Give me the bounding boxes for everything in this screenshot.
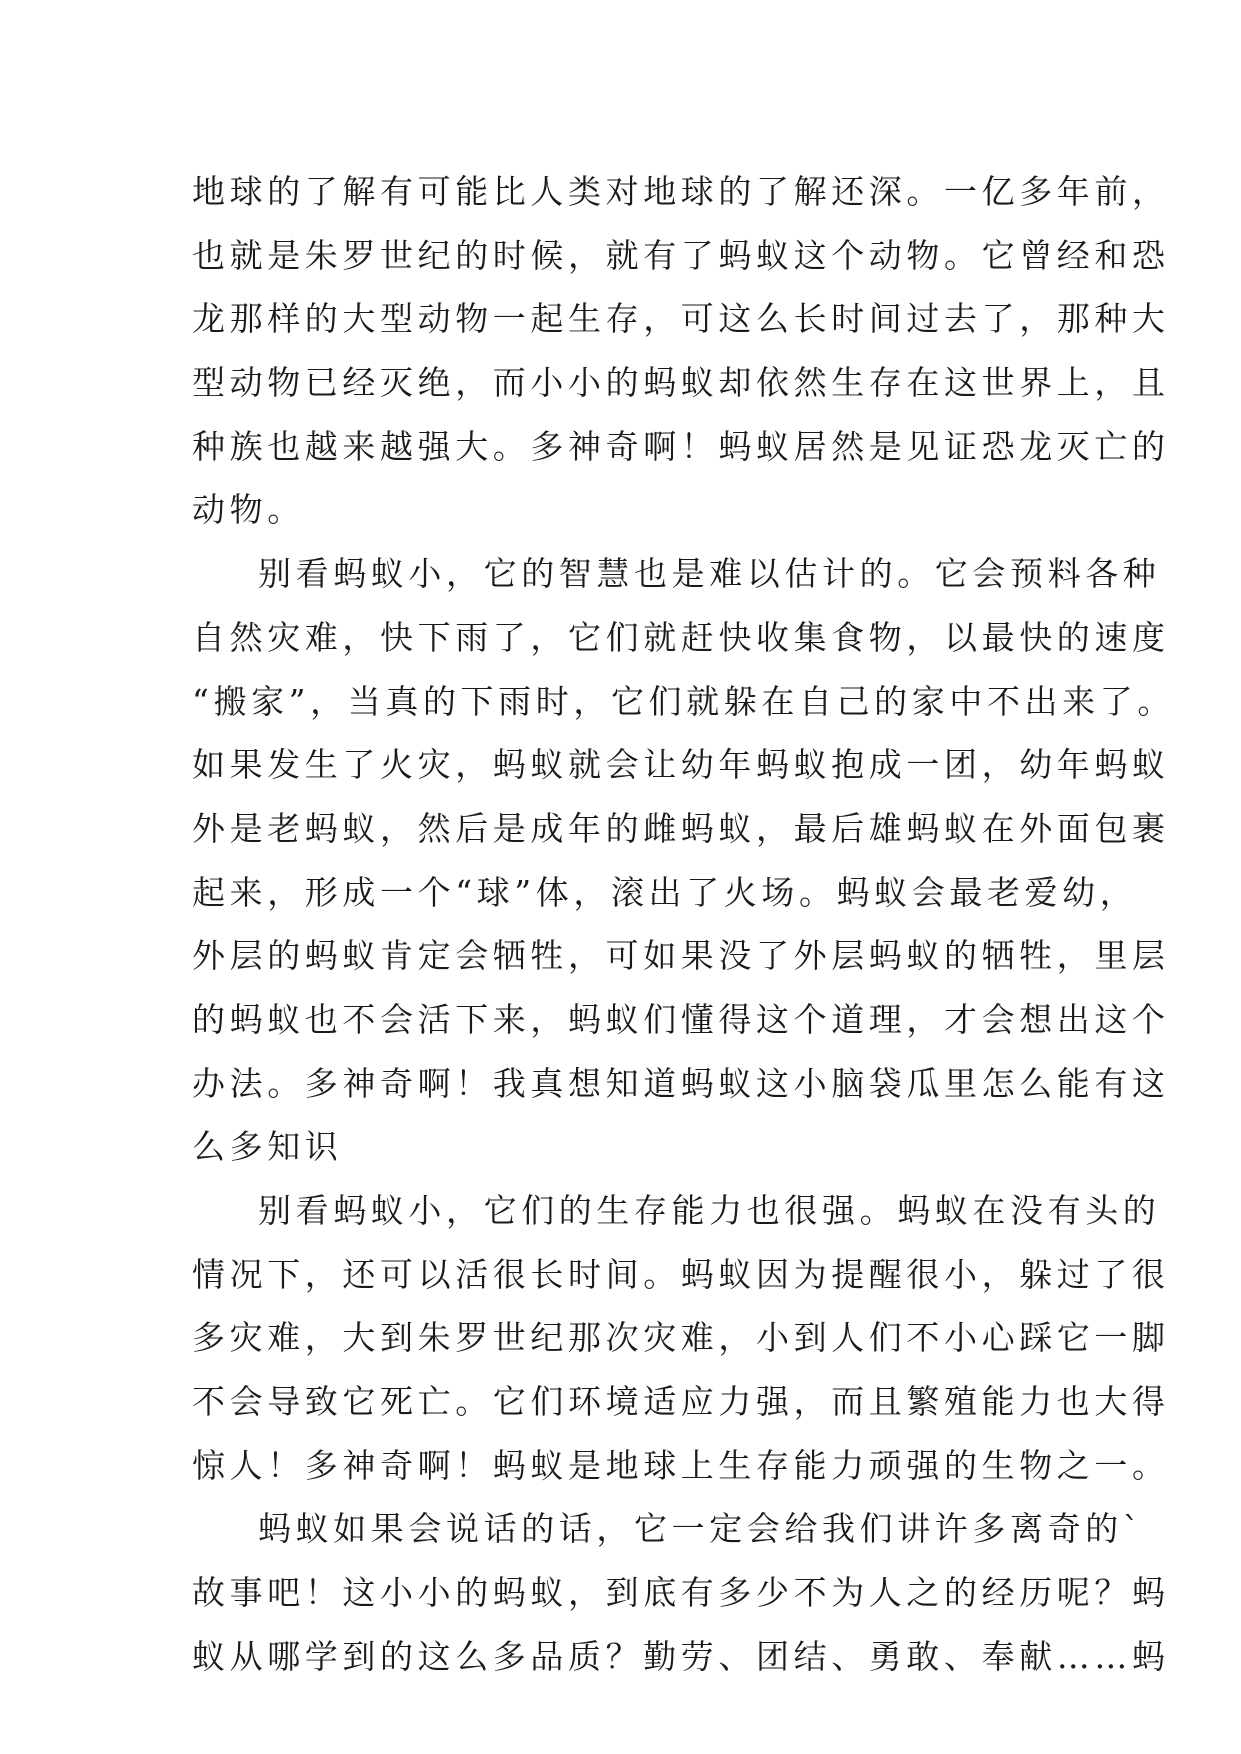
text-line: 外层的蚂蚁肯定会牺牲，可如果没了外层蚂蚁的牺牲，里层 — [192, 936, 1170, 976]
paragraph-first-line: 别看蚂蚁小，它的智慧也是难以估计的。它会预料各种 — [258, 554, 1161, 594]
text-line: 的蚂蚁也不会活下来，蚂蚁们懂得这个道理，才会想出这个 — [192, 999, 1170, 1039]
text-line: 故事吧！这小小的蚂蚁，到底有多少不为人之的经历呢？蚂 — [192, 1573, 1170, 1613]
text-line: 型动物已经灭绝，而小小的蚂蚁却依然生存在这世界上，且 — [192, 363, 1170, 403]
text-line: 惊人！多神奇啊！蚂蚁是地球上生存能力顽强的生物之一。 — [192, 1445, 1170, 1485]
text-line: 自然灾难，快下雨了，它们就赶快收集食物，以最快的速度 — [192, 617, 1170, 657]
text-line: 也就是朱罗世纪的时候，就有了蚂蚁这个动物。它曾经和恐 — [192, 235, 1170, 275]
essay-text — [192, 160, 1175, 1689]
text-line: 情况下，还可以活很长时间。蚂蚁因为提醒很小，躲过了很 — [192, 1254, 1170, 1294]
text-line: 起来，形成一个“球”体，滚出了火场。蚂蚁会最老爱幼， — [192, 872, 1138, 912]
text-line: “搬家”，当真的下雨时，它们就躲在自己的家中不出来了。 — [192, 681, 1175, 721]
text-line: 龙那样的大型动物一起生存，可这么长时间过去了，那种大 — [192, 299, 1170, 339]
text-line: 不会导致它死亡。它们环境适应力强，而且繁殖能力也大得 — [192, 1382, 1170, 1422]
paragraph-first-line: 蚂蚁如果会说话的话，它一定会给我们讲许多离奇的` — [258, 1509, 1144, 1549]
text-line: 种族也越来越强大。多神奇啊！蚂蚁居然是见证恐龙灭亡的 — [192, 426, 1170, 466]
text-line: 蚁从哪学到的这么多品质？勤劳、团结、勇敢、奉献……蚂 — [192, 1636, 1170, 1676]
text-line: 动物。 — [192, 490, 305, 530]
text-line: 如果发生了火灾，蚂蚁就会让幼年蚂蚁抱成一团，幼年蚂蚁 — [192, 745, 1170, 785]
text-line: 办法。多神奇啊！我真想知道蚂蚁这小脑袋瓜里怎么能有这 — [192, 1063, 1170, 1103]
text-line: 地球的了解有可能比人类对地球的了解还深。一亿多年前， — [192, 172, 1170, 211]
text-line: 么多知识 — [192, 1127, 343, 1167]
text-line: 外是老蚂蚁，然后是成年的雌蚂蚁，最后雄蚂蚁在外面包裹 — [192, 808, 1170, 848]
text-line: 多灾难，大到朱罗世纪那次灾难，小到人们不小心踩它一脚 — [192, 1318, 1170, 1358]
paragraph-first-line: 别看蚂蚁小，它们的生存能力也很强。蚂蚁在没有头的 — [258, 1191, 1161, 1230]
